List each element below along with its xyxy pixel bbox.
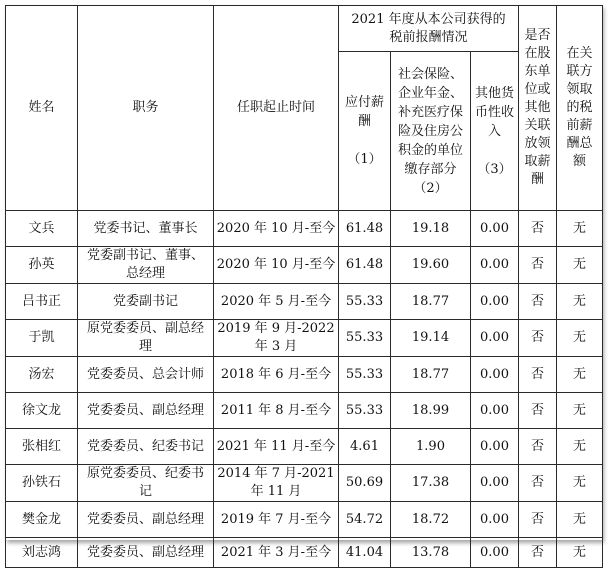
header-insurance-label: 社会保险、企业年金、补充医疗保险及住房公积金的单位缴存部分 xyxy=(397,66,463,177)
cell-position: 党委委员、总会计师 xyxy=(78,357,214,393)
header-shareholder-pay: 是否在股东单位或其他关联放领取薪酬 xyxy=(519,6,557,211)
cell-related-pay: 无 xyxy=(557,465,603,502)
cell-tenure: 2020 年 10 月-至今 xyxy=(214,247,339,284)
cell-name: 刘志鸿 xyxy=(6,538,78,568)
cell-position: 党委委员、副总经理 xyxy=(78,538,214,568)
header-row-1 xyxy=(6,6,603,52)
cell-salary: 55.33 xyxy=(339,357,391,393)
cell-name: 文兵 xyxy=(6,211,78,247)
table-row xyxy=(6,284,603,320)
cell-insurance: 18.99 xyxy=(391,393,471,429)
cell-related-pay: 无 xyxy=(557,320,603,357)
table-row xyxy=(6,429,603,465)
cell-salary: 55.33 xyxy=(339,320,391,357)
cell-insurance: 18.77 xyxy=(391,357,471,393)
cell-other-income: 0.00 xyxy=(471,357,519,393)
table-row xyxy=(6,211,603,247)
cell-position: 党委副书记、董事、总经理 xyxy=(78,247,214,284)
table-row xyxy=(6,320,603,357)
cell-shareholder-pay: 否 xyxy=(519,393,557,429)
cell-other-income: 0.00 xyxy=(471,429,519,465)
cell-name: 于凯 xyxy=(6,320,78,357)
cell-name: 孙英 xyxy=(6,247,78,284)
cell-related-pay: 无 xyxy=(557,502,603,538)
compensation-table xyxy=(5,5,603,568)
cell-tenure: 2019 年 9 月-2022 年 3 月 xyxy=(214,320,339,357)
table-row xyxy=(6,502,603,538)
header-tenure: 任职起止时间 xyxy=(214,6,339,211)
header-name: 姓名 xyxy=(6,6,78,211)
cell-position: 党委副书记 xyxy=(78,284,214,320)
cell-position: 原党委委员、纪委书记 xyxy=(78,465,214,502)
cell-shareholder-pay: 否 xyxy=(519,465,557,502)
cell-name: 徐文龙 xyxy=(6,393,78,429)
cell-related-pay: 无 xyxy=(557,247,603,284)
cell-name: 汤宏 xyxy=(6,357,78,393)
cell-insurance: 19.14 xyxy=(391,320,471,357)
table-row xyxy=(6,247,603,284)
cell-tenure: 2021 年 11 月-至今 xyxy=(214,429,339,465)
table-row xyxy=(6,538,603,568)
cell-insurance: 13.78 xyxy=(391,538,471,568)
cell-position: 原党委委员、副总经理 xyxy=(78,320,214,357)
header-other-label: 其他货币性收入 xyxy=(475,85,515,139)
cell-salary: 41.04 xyxy=(339,538,391,568)
table-row xyxy=(6,357,603,393)
cell-tenure: 2018 年 6 月-至今 xyxy=(214,357,339,393)
cell-salary: 4.61 xyxy=(339,429,391,465)
cell-shareholder-pay: 否 xyxy=(519,247,557,284)
cell-name: 吕书正 xyxy=(6,284,78,320)
cell-other-income: 0.00 xyxy=(471,247,519,284)
header-other-income xyxy=(471,52,519,211)
header-compensation-group: 2021 年度从本公司获得的税前报酬情况 xyxy=(339,6,519,52)
cell-tenure: 2021 年 3 月-至今 xyxy=(214,538,339,568)
header-salary-note: （1） xyxy=(347,152,382,167)
header-insurance xyxy=(391,52,471,211)
cell-position: 党委委员、副总经理 xyxy=(78,393,214,429)
cell-name: 张相红 xyxy=(6,429,78,465)
header-insurance-note: （2） xyxy=(413,180,448,196)
cell-shareholder-pay: 否 xyxy=(519,538,557,568)
cell-salary: 61.48 xyxy=(339,247,391,284)
cell-related-pay: 无 xyxy=(557,538,603,568)
cell-salary: 54.72 xyxy=(339,502,391,538)
cell-position: 党委委员、纪委书记 xyxy=(78,429,214,465)
cell-insurance: 17.38 xyxy=(391,465,471,502)
cell-related-pay: 无 xyxy=(557,211,603,247)
cell-name: 樊金龙 xyxy=(6,502,78,538)
cell-other-income: 0.00 xyxy=(471,465,519,502)
cell-insurance: 18.72 xyxy=(391,502,471,538)
header-related-pay: 在关联方领取的税前薪酬总额 xyxy=(557,6,603,211)
cell-salary: 55.33 xyxy=(339,284,391,320)
cell-salary: 50.69 xyxy=(339,465,391,502)
cell-shareholder-pay: 否 xyxy=(519,502,557,538)
cell-shareholder-pay: 否 xyxy=(519,284,557,320)
cell-other-income: 0.00 xyxy=(471,320,519,357)
cell-insurance: 19.60 xyxy=(391,247,471,284)
header-salary xyxy=(339,52,391,211)
cell-other-income: 0.00 xyxy=(471,502,519,538)
cell-position: 党委委员、副总经理 xyxy=(78,502,214,538)
cell-related-pay: 无 xyxy=(557,393,603,429)
cell-shareholder-pay: 否 xyxy=(519,211,557,247)
cell-tenure: 2020 年 10 月-至今 xyxy=(214,211,339,247)
cell-tenure: 2011 年 8 月-至今 xyxy=(214,393,339,429)
cell-other-income: 0.00 xyxy=(471,538,519,568)
cell-shareholder-pay: 否 xyxy=(519,320,557,357)
cell-insurance: 19.18 xyxy=(391,211,471,247)
cell-other-income: 0.00 xyxy=(471,393,519,429)
cell-related-pay: 无 xyxy=(557,284,603,320)
cell-insurance: 1.90 xyxy=(391,429,471,465)
cell-other-income: 0.00 xyxy=(471,211,519,247)
cell-shareholder-pay: 否 xyxy=(519,357,557,393)
cell-related-pay: 无 xyxy=(557,429,603,465)
cell-salary: 61.48 xyxy=(339,211,391,247)
compensation-table-frame xyxy=(5,5,602,560)
cell-shareholder-pay: 否 xyxy=(519,429,557,465)
cell-position: 党委书记、董事长 xyxy=(78,211,214,247)
cell-other-income: 0.00 xyxy=(471,284,519,320)
cell-tenure: 2020 年 5 月-至今 xyxy=(214,284,339,320)
cell-tenure: 2019 年 7 月-至今 xyxy=(214,502,339,538)
header-salary-label: 应付薪酬 xyxy=(344,95,384,129)
cell-name: 孙铁石 xyxy=(6,465,78,502)
cell-related-pay: 无 xyxy=(557,357,603,393)
cell-salary: 55.33 xyxy=(339,393,391,429)
cell-insurance: 18.77 xyxy=(391,284,471,320)
header-position: 职务 xyxy=(78,6,214,211)
header-other-note: （3） xyxy=(477,161,512,177)
table-row xyxy=(6,465,603,502)
cell-tenure: 2014 年 7 月-2021 年 11 月 xyxy=(214,465,339,502)
table-row xyxy=(6,393,603,429)
